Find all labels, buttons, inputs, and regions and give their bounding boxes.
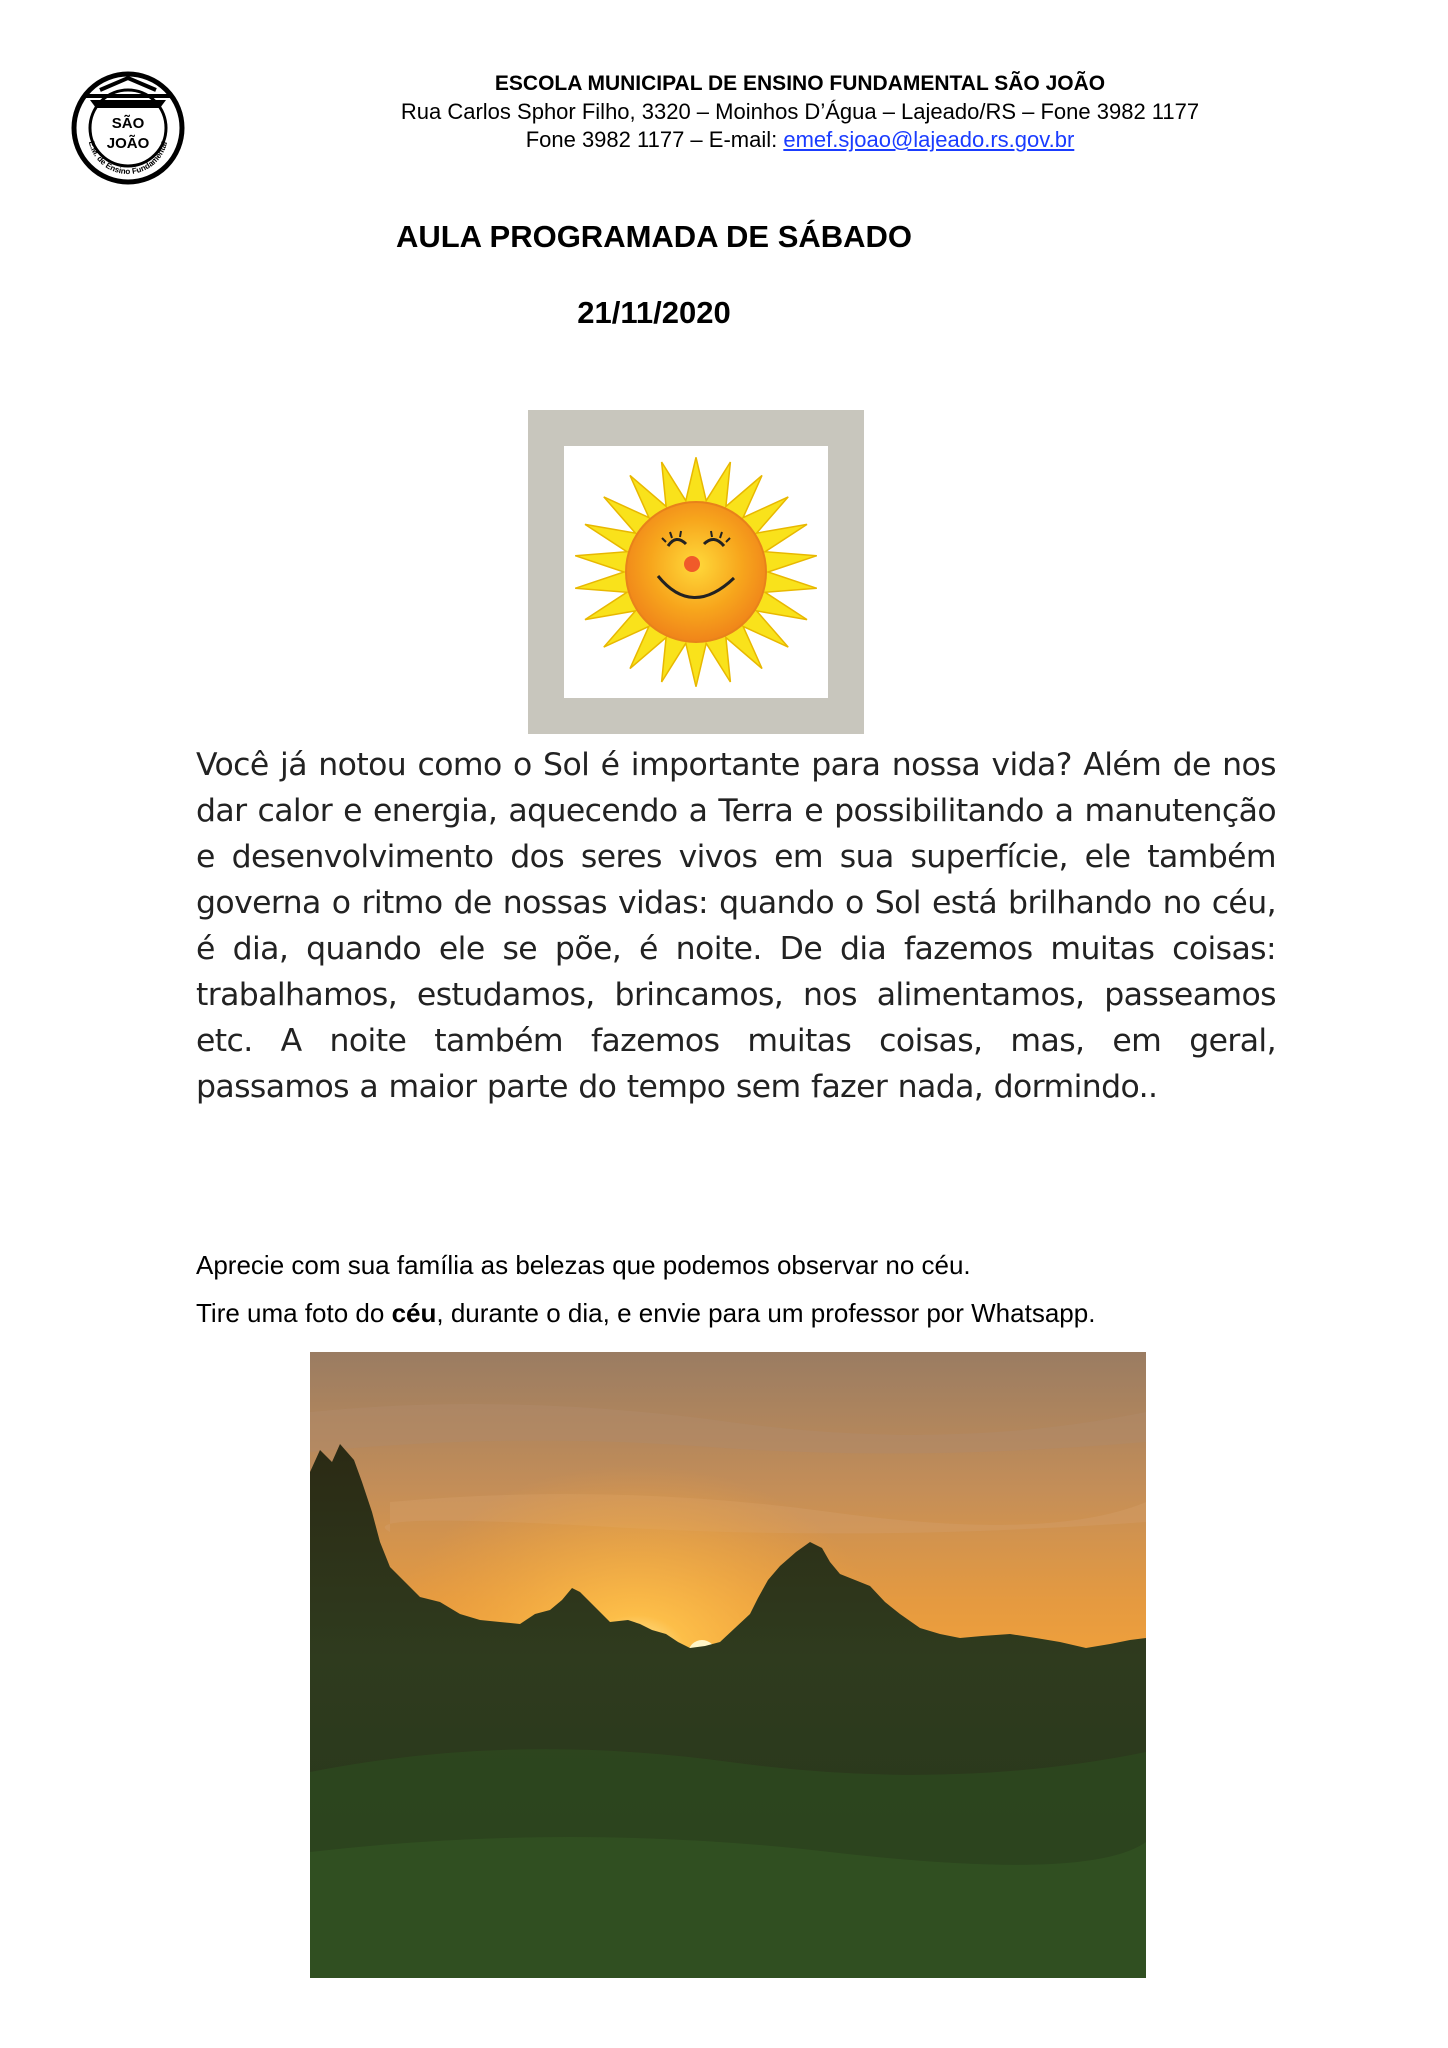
logo-line1: SÃO — [111, 115, 145, 132]
school-address: Rua Carlos Sphor Filho, 3320 – Moinhos D’Água – Lajeado/RS – Fone 3982 1177 — [400, 99, 1200, 124]
school-contact — [330, 126, 1270, 154]
email-link[interactable]: emef.sjoao@lajeado.rs.gov.br — [783, 127, 1075, 152]
lesson-date: 21/11/2020 — [577, 295, 731, 330]
instruction-line-2 — [196, 1296, 1095, 1330]
instruction-line-1: Aprecie com sua família as belezas que podemos observar no céu. — [196, 1250, 971, 1280]
school-logo — [70, 70, 186, 186]
sun-paragraph: Você já notou como o Sol é importante para nossa vida? Além de nos dar calor e energia, aquecendo a Terra e possibilitando a manutenção e desenvolvimento dos seres vivos em sua superfície, ele também governa o ritmo de nossas vidas: quando o Sol está brilhando no céu, é dia, quando ele se põe, é noite. De dia fazemos muitas coisas: trabalhamos, estudamos, brincamos, nos alimentamos, passeamos etc. A noite também fazemos muitas coisas, mas, em geral, passamos a maior parte do tempo sem fazer nada, dormindo.. — [196, 747, 1276, 1105]
sunset-photo — [310, 1352, 1146, 1978]
instruction-sky-word: céu — [391, 1298, 437, 1328]
school-name: ESCOLA MUNICIPAL DE ENSINO FUNDAMENTAL SÃO JOÃO — [494, 72, 1106, 95]
logo-line2: JOÃO — [106, 135, 150, 152]
letterhead — [330, 70, 1270, 154]
instruction-line-2-end: , durante o dia, e envie para um professor por Whatsapp. — [436, 1298, 1096, 1328]
instruction-line-2-start: Tire uma foto do — [196, 1298, 392, 1328]
logo-ring-text: E.M. de Ensino Fundamental — [86, 140, 170, 177]
page-title: AULA PROGRAMADA DE SÁBADO — [395, 219, 913, 254]
contact-prefix: Fone 3982 1177 – E-mail: — [525, 127, 784, 152]
sun-illustration-frame — [528, 410, 864, 734]
sun-illustration — [564, 446, 828, 698]
